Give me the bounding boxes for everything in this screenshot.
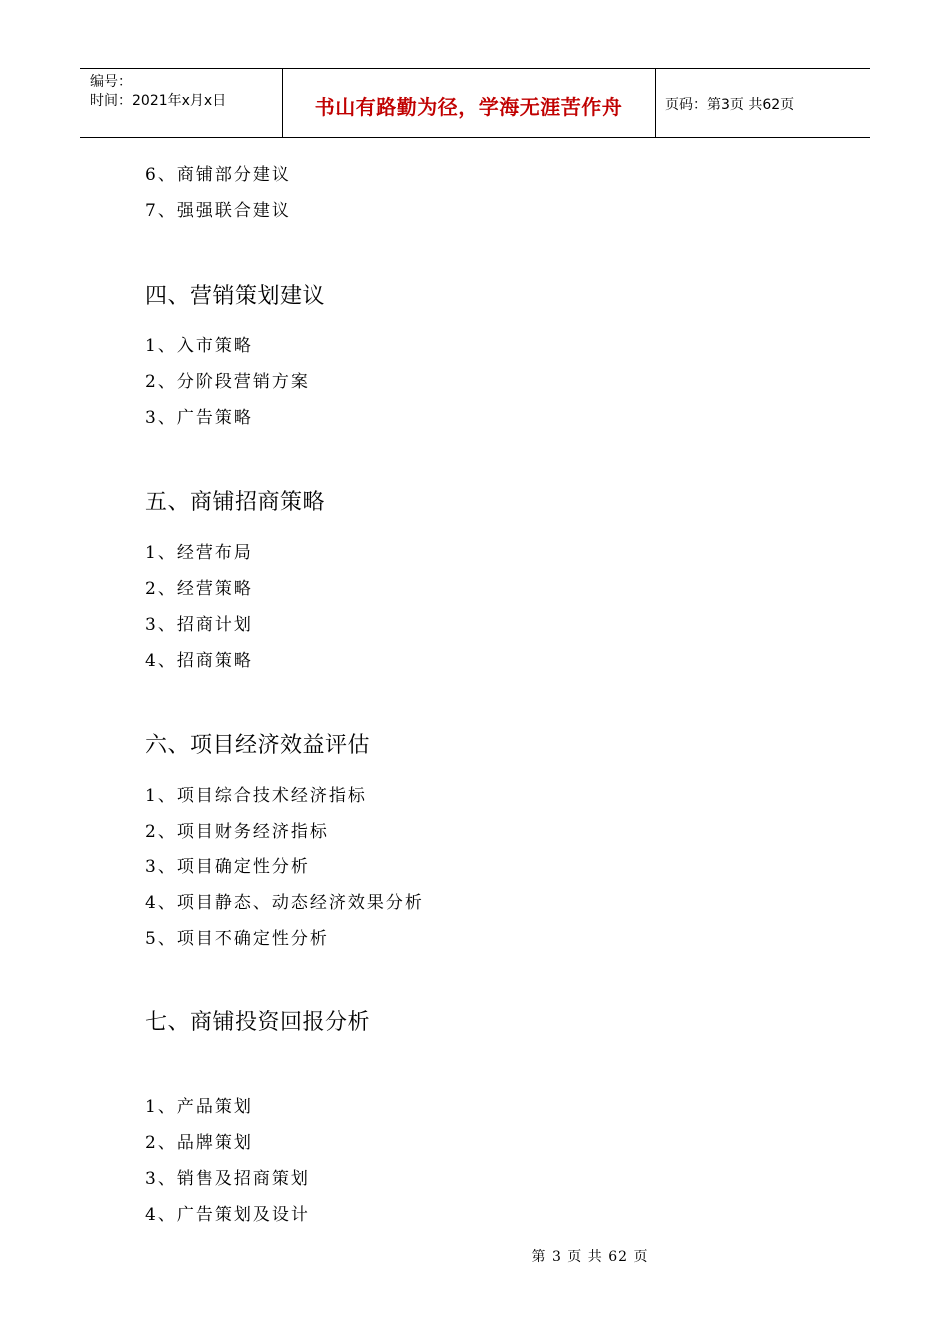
list-item: 2、经营策略 [145, 579, 253, 599]
list-item: 7、强强联合建议 [145, 201, 291, 221]
section-heading: 四、营销策划建议 [145, 284, 326, 309]
list-item: 3、项目确定性分析 [145, 857, 310, 877]
list-item: 1、项目综合技术经济指标 [145, 786, 367, 806]
header-motto: 书山有路勤为径，学海无涯苦作舟 [314, 95, 623, 119]
time-label: 时间：2021年x月x日 [90, 93, 227, 109]
header-meta [90, 73, 226, 111]
section-heading: 五、商铺招商策略 [145, 490, 326, 515]
number-label: 编号： [90, 74, 132, 90]
list-item: 2、分阶段营销方案 [145, 372, 310, 392]
list-item: 1、产品策划 [145, 1097, 253, 1117]
page-header [80, 68, 870, 138]
header-page-info: 页码：第3页 共62页 [665, 97, 795, 113]
list-item: 6、商铺部分建议 [145, 165, 291, 185]
header-divider [655, 69, 656, 137]
list-item: 4、项目静态、动态经济效果分析 [145, 893, 424, 913]
list-item: 3、销售及招商策划 [145, 1169, 310, 1189]
list-item: 3、广告策略 [145, 408, 253, 428]
list-item: 4、广告策划及设计 [145, 1205, 310, 1225]
list-item: 1、经营布局 [145, 543, 253, 563]
list-item: 5、项目不确定性分析 [145, 929, 329, 949]
section-heading: 六、项目经济效益评估 [145, 733, 371, 758]
section-heading: 七、商铺投资回报分析 [145, 1010, 371, 1035]
list-item: 2、项目财务经济指标 [145, 822, 329, 842]
list-item: 2、品牌策划 [145, 1133, 253, 1153]
list-item: 4、招商策略 [145, 651, 253, 671]
page-footer: 第 3 页 共 62 页 [531, 1249, 649, 1265]
list-item: 3、招商计划 [145, 615, 253, 635]
list-item: 1、入市策略 [145, 336, 253, 356]
